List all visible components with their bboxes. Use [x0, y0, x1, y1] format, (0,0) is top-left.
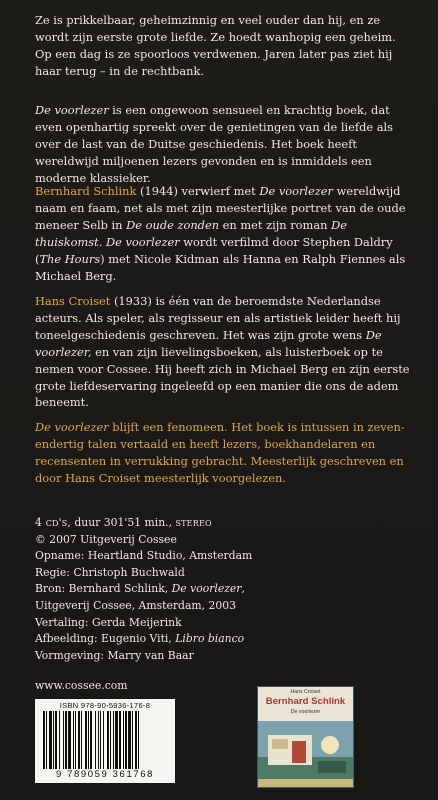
intro-paragraph: Ze is prikkelbaar, geheimzinnig en veel ouder dan hij, en ze wordt zijn eerste grote liefde. Ze hoedt wanhopig een geheim. Op een dag is ze spoorloos verdwenen. Jaren later pas ziet hij haar terug – in de rechtbank. — [35, 13, 396, 78]
book-title: De voorlezer — [35, 103, 109, 117]
bio-text: wordt verfilmd door Stephen Daldry ( — [35, 234, 393, 266]
audiobook-cover-thumbnail — [257, 686, 354, 788]
bio-text: (1933) is één van de beroemdste Nederlandse acteurs. Als speler, als regisseur en als artistiek leider heeft hij toneelgeschiedenis geschreven. Het was zijn grote wens — [35, 294, 401, 342]
barcode-bar — [85, 711, 87, 769]
credit-line — [35, 631, 335, 648]
barcode-bar — [63, 711, 64, 769]
barcode-bar — [78, 711, 80, 769]
book-title: De voorlezer — [171, 582, 242, 596]
barcode-bar — [98, 711, 99, 769]
comma: , — [241, 582, 245, 596]
credit-line: Regie: Christoph Buchwald — [35, 565, 185, 579]
credit-line: Uitgeverij Cossee, Amsterdam, 2003 — [35, 598, 236, 612]
bio-text: wereldwijd naam en faam, net als met zijn meesterlijke portret van de oude meneer Selb in — [35, 184, 406, 232]
barcode-bar — [49, 711, 52, 769]
barcode-bar — [53, 711, 54, 769]
bio-text: en van zijn lievelingsboeken, als luisterboek op te nemen voor Cossee. Hij heeft zich in Michael Berg en zijn eerste grote liefdeservaring ingeleefd op een manier die ons de adem beneemt. — [35, 344, 410, 410]
book-title: De voorlezer, — [35, 327, 382, 359]
barcode-bar — [123, 711, 124, 769]
closing-text: blijft een fenomeen. Het boek is intussen in zevenendertig talen vertaald en heeft lezers, boekhandelaren en recensenten in verrukking gebracht. Meesterlijk geschreven en door Hans Croiset meesterlijk voorgelezen. — [35, 420, 405, 485]
credit-line — [35, 515, 335, 532]
bio-text: en met zijn roman — [219, 217, 332, 232]
barcode-bar — [135, 711, 137, 769]
book-title: De oude zonden — [126, 217, 220, 232]
cover-reader: Hans Croiset — [290, 689, 321, 695]
barcode-bar — [65, 711, 67, 769]
barcode-bar — [59, 711, 60, 769]
barcode-bar — [81, 711, 82, 769]
artwork-title: Libro bianco — [175, 632, 245, 646]
bio-text: . — [98, 234, 106, 249]
barcode-bar — [90, 711, 92, 769]
description-text: is een ongewoon sensueel en krachtig boek, dat even openhartig spreekt over de genietingen van de liefde als over de last van de Duitse geschiedenis. Het boek heeft wereldwijd miljoenen lezers gevonden en is inmiddels een moderne klassieker. — [35, 103, 394, 185]
credit-line: Opname: Heartland Studio, Amsterdam — [35, 549, 253, 563]
cover-title: De voorlezer — [290, 709, 321, 715]
bio-text: (1944) verwierf met — [136, 184, 260, 198]
source-label: Bron: Bernhard Schlink, — [35, 582, 172, 596]
publisher-url: www.cossee.com — [35, 679, 128, 692]
author-bio-paragraph — [35, 183, 415, 284]
barcode-bar — [68, 711, 71, 769]
barcode-bar — [55, 711, 57, 769]
book-title: De voorlezer — [105, 234, 180, 249]
bio-text: ) met Nicole Kidman als Hanna en Ralph Fiennes als Michael Berg. — [35, 251, 406, 283]
image-label: Afbeelding: Eugenio Viti, — [35, 632, 176, 646]
book-title: De voorlezer — [259, 184, 333, 198]
cover-artwork — [258, 721, 353, 787]
barcode-bar — [75, 711, 76, 769]
barcode-bar — [115, 711, 118, 769]
barcode-bar — [73, 711, 74, 769]
credit-line — [35, 581, 335, 598]
barcode-bar — [46, 711, 47, 769]
barcode-number: 9 789059 361768 — [56, 769, 154, 780]
narrator-name: Hans Croiset — [35, 294, 111, 308]
barcode-bars — [43, 711, 167, 769]
barcode-bar — [110, 711, 111, 769]
barcode-bar — [119, 711, 121, 769]
barcode-bar — [43, 711, 45, 769]
barcode-bar — [138, 711, 139, 769]
cd-count: 4 cd's — [35, 516, 68, 529]
barcode-bar — [88, 711, 89, 769]
film-title: The Hours — [39, 251, 101, 266]
credit-line: Vertaling: Gerda Meijerink — [35, 615, 182, 629]
isbn-text: ISBN 978-90-5936-176-8 — [59, 701, 151, 710]
narrator-bio-paragraph — [35, 293, 415, 411]
barcode-bar — [132, 711, 133, 769]
stereo-label: stereo — [175, 516, 212, 529]
barcode-bar — [107, 711, 109, 769]
cover-author: Bernhard Schlink — [265, 696, 346, 707]
duration: , duur 301'51 min., — [67, 516, 176, 529]
author-name: Bernhard Schlink — [35, 184, 137, 198]
barcode-bar — [128, 711, 131, 769]
barcode-bar — [125, 711, 127, 769]
credit-line: Vormgeving: Marry van Baar — [35, 648, 194, 662]
book-title: De thuiskomst — [35, 217, 347, 249]
book-title: De voorlezer — [35, 420, 109, 434]
credit-line: © 2007 Uitgeverij Cossee — [35, 532, 177, 546]
closing-paragraph — [35, 419, 415, 487]
credits-block — [35, 515, 335, 664]
barcode-bar — [113, 711, 114, 769]
barcode-bar — [100, 711, 101, 769]
book-description-paragraph — [35, 102, 415, 187]
barcode-bar — [103, 711, 104, 769]
cover-header — [258, 687, 353, 721]
barcode-bar — [95, 711, 96, 769]
barcode — [35, 699, 175, 783]
